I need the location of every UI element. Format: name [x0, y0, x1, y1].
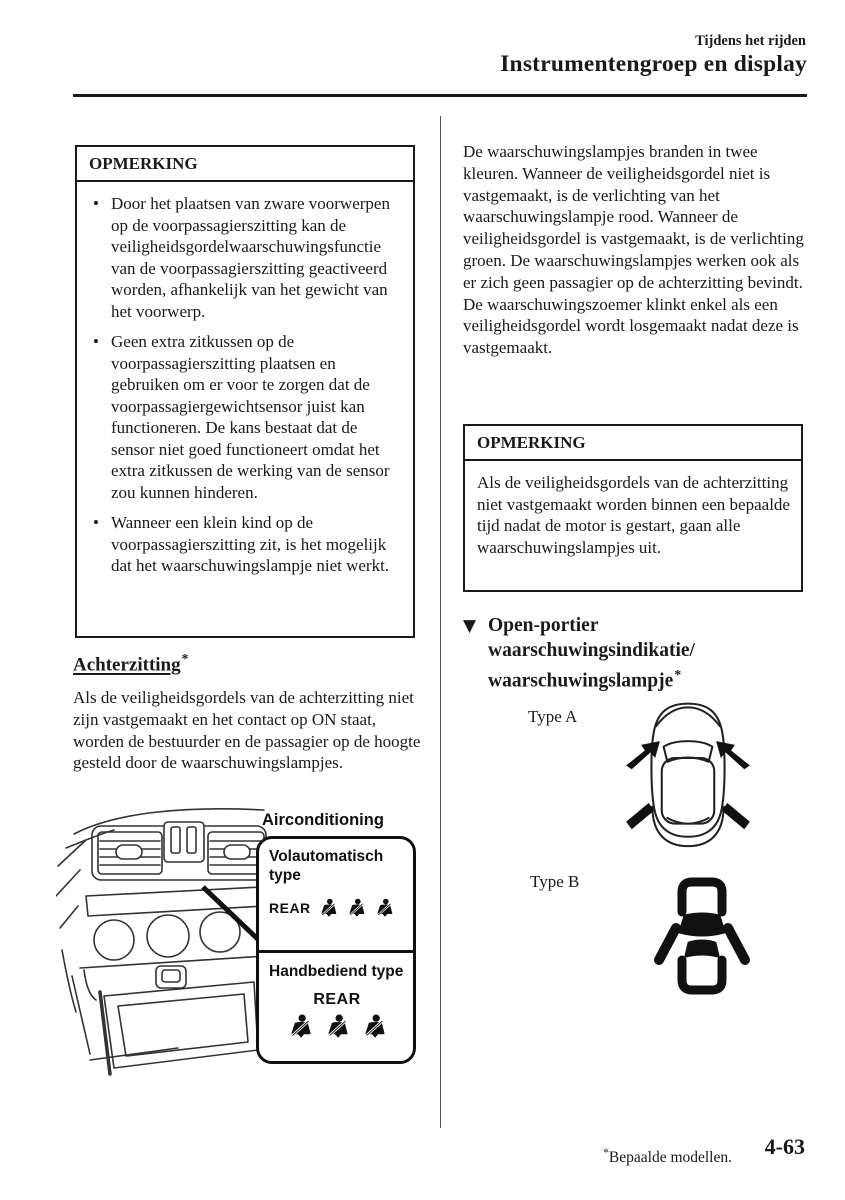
section-heading-open-door [463, 613, 798, 694]
airconditioning-label: Airconditioning [262, 811, 384, 829]
airconditioning-callout-box [256, 836, 416, 1064]
auto-type-label: Volautomatisch type [269, 848, 384, 884]
note-body-text: Als de veiligheidsgordels van de achterzitting niet vastgemaakt worden binnen een bepaalde tijd nadat de motor is gestart, gaan alle waarschuwingslampjes uit. [477, 473, 790, 557]
callout-manual-section [259, 953, 413, 1039]
page-number: 4-63 [764, 1134, 805, 1159]
page-title: Instrumentengroep en display [500, 51, 807, 77]
seatbelt-icon [318, 898, 339, 918]
note-box-rear-seat [463, 424, 803, 592]
manual-type-label: Handbediend type [269, 963, 404, 980]
triangle-marker-icon: ▼ [463, 616, 477, 636]
footnote-text: Bepaalde modellen. [608, 1149, 732, 1167]
callout-auto-section [259, 839, 413, 953]
asterisk-mark: * [603, 1146, 609, 1159]
subheading-achterzitting [73, 651, 188, 676]
type-a-label: Type A [528, 707, 578, 726]
column-divider [440, 116, 441, 1128]
subheading-text: Achterzitting [73, 654, 181, 676]
car-type-b-illustration [652, 872, 752, 1000]
seatbelt-icon [374, 898, 395, 918]
seatbelt-icon [346, 898, 367, 918]
note-bullet-item: • Wanneer een klein kind op de voorpassagierszitting zit, is het mogelijk dat het waarschuwingslampje niet werkt. [89, 512, 405, 577]
type-b-label: Type B [530, 872, 580, 891]
asterisk-mark: * [674, 667, 682, 683]
seatbelt-icon [324, 1014, 351, 1039]
note-title: OPMERKING [77, 147, 413, 182]
note-title: OPMERKING [465, 426, 801, 461]
note-bullet-item: • Door het plaatsen van zware voorwerpen op de voorpassagierszitting kan de veiligheidsgordelwaarschuwingsfunctie van de voorpassagierszitting geactiveerd worden, afhankelijk van het gewicht van het voorwerp. [89, 193, 405, 322]
section-title-line: Open-portier [488, 615, 599, 636]
rear-seat-paragraph: Als de veiligheidsgordels van de achterzitting niet zijn vastgemaakt en het contact op ON staat, worden de bestuurder en de passagier op de hoogte gesteld door de waarschuwingslampjes. [73, 688, 421, 773]
seatbelt-icon [287, 1014, 314, 1039]
section-title-line: waarschuwingsindikatie/ [488, 640, 695, 661]
note-bullet-item: • Geen extra zitkussen op de voorpassagierszitting plaatsen en gebruiken om er voor te zorgen dat de voorpassagiergewichtsensor juist kan functioneren. De kans bestaat dat de sensor niet goed functioneert omdat het extra zitkussen de werking van de sensor zou kunnen hinderen. [89, 331, 405, 503]
note-box-front-seat [75, 145, 415, 638]
rear-label: REAR [313, 991, 361, 1008]
note-bullet-list [89, 193, 405, 577]
car-type-a-illustration [622, 698, 754, 848]
warning-lamps-paragraph: De waarschuwingslampjes branden in twee kleuren. Wanneer de veiligheidsgordel niet is vastgemaakt, is de verlichting van het waarschuwingslampje rood. Wanneer de veiligheidsgordel is vastgemaakt, is de verlichting groen. De waarschuwingslampjes werken ook als er zich geen passagier op de achterzitting bevindt. De waarschuwingszoemer klinkt enkel als een veiligheidsgordel wordt losgemaakt nadat deze is vastgemaakt. [463, 142, 804, 358]
seatbelt-icon [361, 1014, 388, 1039]
header-section-label: Tijdens het rijden [695, 33, 806, 49]
header-rule [73, 94, 807, 97]
rear-label: REAR [269, 900, 311, 916]
asterisk-mark: * [181, 651, 189, 666]
footnote [603, 1146, 732, 1167]
section-title-line: waarschuwingslampje* [488, 667, 682, 692]
